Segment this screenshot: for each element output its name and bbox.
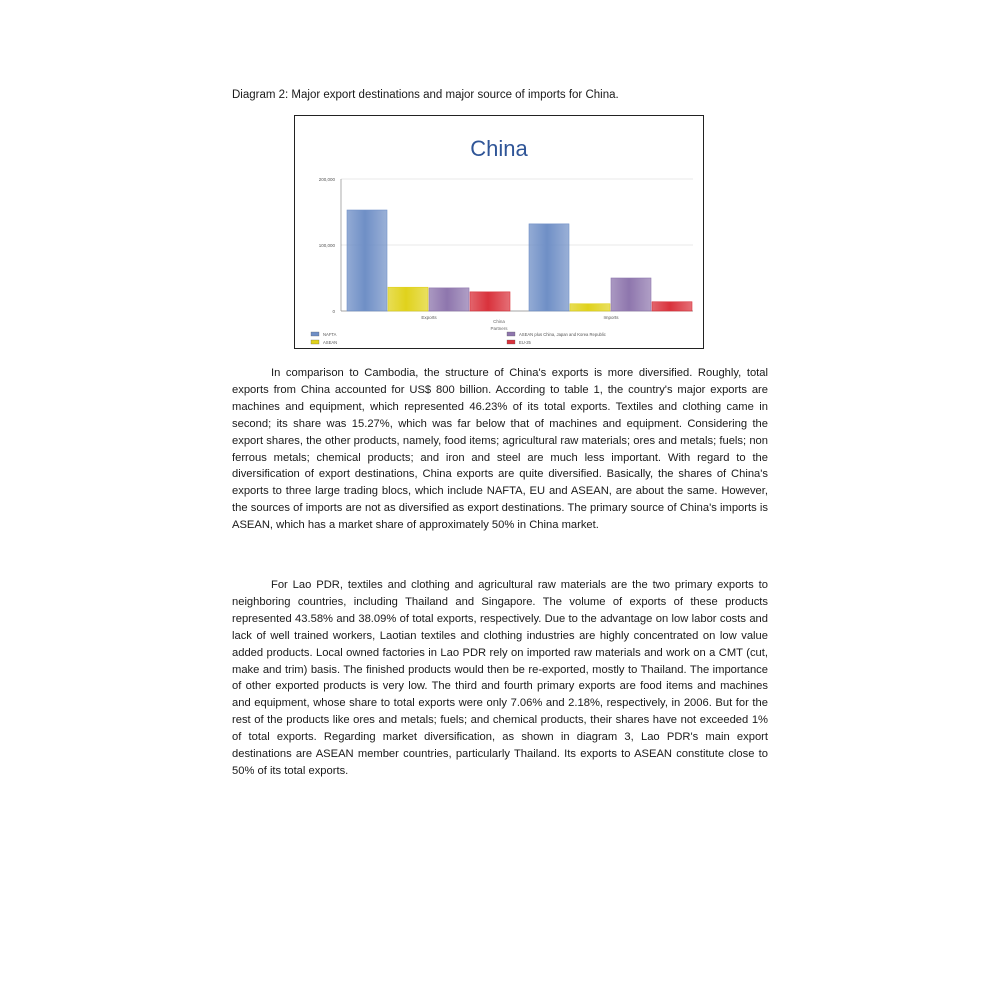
x-tick-label: Imports [603,315,619,320]
legend-label-1: ASEAN [323,340,338,345]
legend-label-2: ASEAN plus China, Japan and Korea Republic [519,332,606,337]
legend-swatch-2 [507,332,515,336]
bar-exports-3 [470,292,510,311]
legend-swatch-3 [507,340,515,344]
diagram-caption: Diagram 2: Major export destinations and major source of imports for China. [232,89,619,101]
legend-label-0: NAFTA [323,332,337,337]
y-tick-label: 200,000 [318,177,335,182]
bar-exports-2 [429,288,469,311]
bar-imports-3 [652,302,692,311]
legend-heading: Partners [490,326,508,331]
paragraph-china: In comparison to Cambodia, the structure of China's exports is more diversified. Roughly, total exports from China accounted for US$ 800 billion. According to table 1, the country's major exports are machines and equipment, which represented 46.23% of its total exports. Textiles and clothing came in second; its share was 15.27%, which was far below that of machines and equipment. Considering the export shares, the other products, namely, food items; agricultural raw materials; ores and metals; fuels; non ferrous metals; chemical products; and iron and steel are much less important. With regard to the diversification of export destinations, China exports are quite diversified. Basically, the shares of China's exports to three large trading blocs, which include NAFTA, EU and ASEAN, are about the same. However, the sources of imports are not as diversified as export destinations. The primary source of China's imports is ASEAN, which has a market share of approximately 50% in China market. [232,367,768,532]
y-tick-label: 100,000 [318,243,335,248]
y-tick-label: 0 [332,309,335,314]
chart-title: China [470,136,528,161]
x-tick-label: Exports [421,315,437,320]
bar-imports-2 [611,278,651,311]
china-chart [294,115,704,349]
bar-exports-1 [388,287,428,311]
legend-label-3: EU-25 [519,340,531,345]
x-axis-title: China [493,319,505,324]
bar-imports-0 [529,224,569,311]
bar-imports-1 [570,304,610,311]
paragraph-lao-pdr: For Lao PDR, textiles and clothing and agricultural raw materials are the two primary exports to neighboring countries, including Thailand and Singapore. The volume of exports of these products represented 43.58% and 38.09% of total exports, respectively. Due to the advantage on low labor costs and lack of well trained workers, Laotian textiles and clothing industries are highly concentrated on low value added products. Local owned factories in Lao PDR rely on imported raw materials and work on a CMT (cut, make and trim) basis. The finished products would then be re-exported, mostly to Thailand. The importance of other exported products is very low. The third and fourth primary exports are food items and machines and equipment, whose share to total exports were only 7.06% and 2.18%, respectively, in 2006. But for the rest of the products like ores and metals; fuels; and chemical products, their shares have not exceeded 1% of total exports. Regarding market diversification, as shown in diagram 3, Lao PDR's main export destinations are ASEAN member countries, particularly Thailand. Its exports to ASEAN constitute close to 50% of its total exports. [232,579,768,777]
legend-swatch-0 [311,332,319,336]
bar-exports-0 [347,210,387,311]
legend-swatch-1 [311,340,319,344]
china-bar-chart [295,116,703,348]
